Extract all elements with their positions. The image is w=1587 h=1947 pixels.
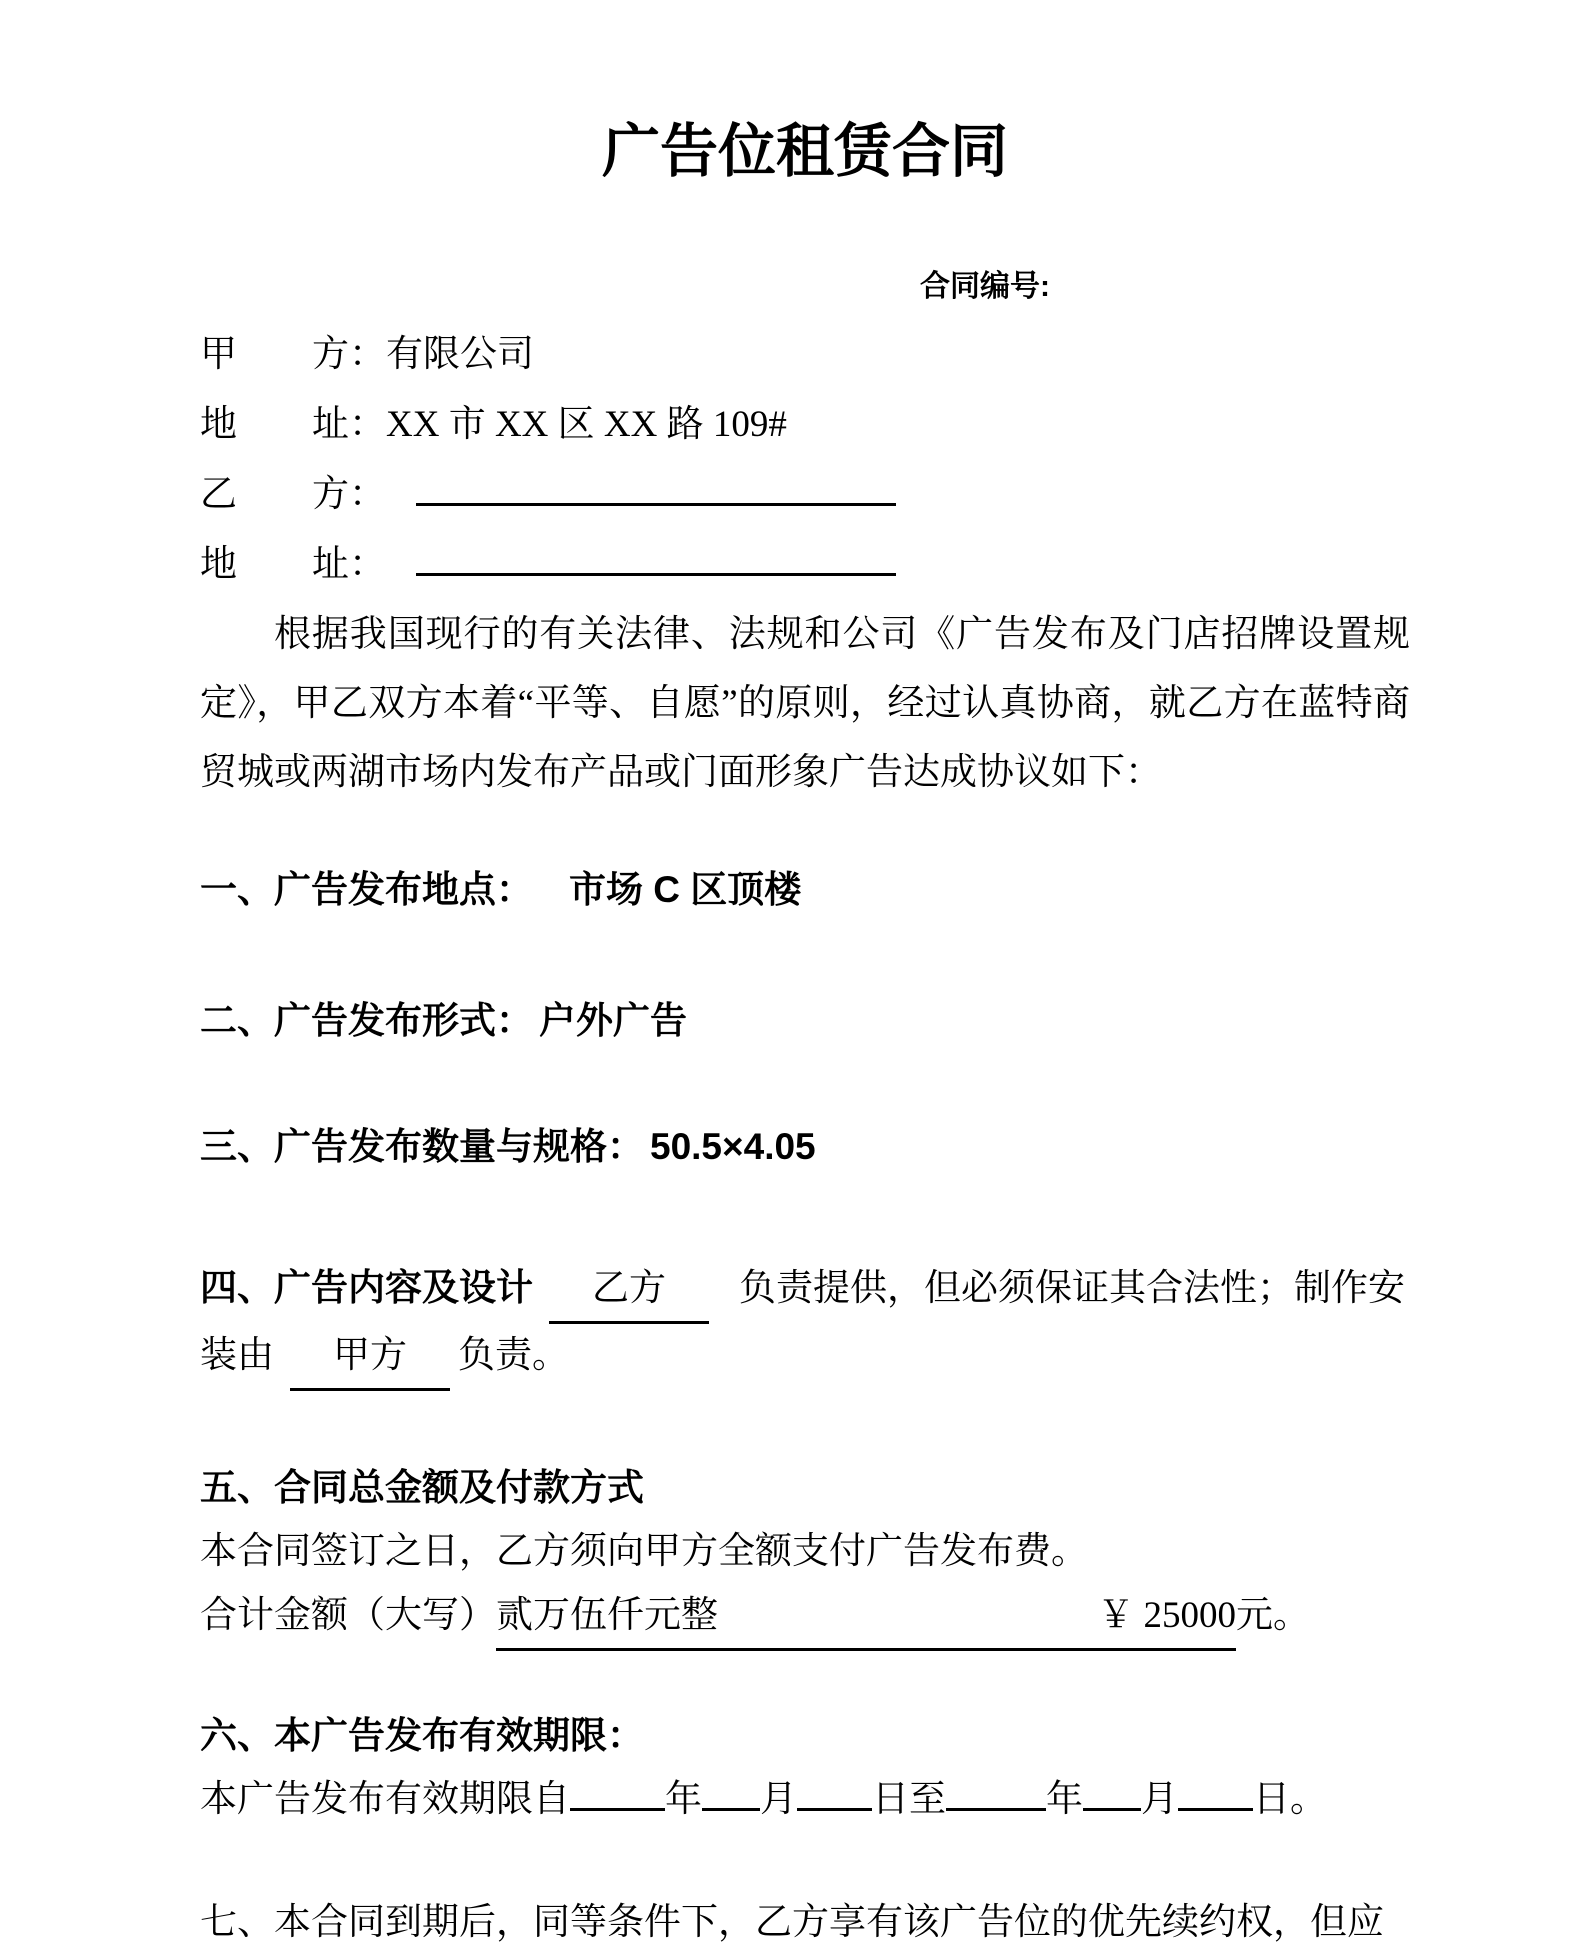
page-title: 广告位租赁合同 [601,119,1008,184]
section-6-heading: 六、本广告发布有效期限： [200,1715,644,1756]
section-5-amount-payment [200,1456,1410,1651]
end-day-label: 日。 [1253,1779,1327,1820]
address-a-value: XX 市 XX 区 XX 路 109# [386,404,787,445]
party-b-label: 乙 [200,474,237,515]
party-b-field: 方： [312,474,386,515]
party-a-value: 有限公司 [386,334,534,375]
end-month-blank [1083,1808,1141,1811]
address-b-blank-underline [416,573,896,576]
section-1-location [200,858,1410,923]
address-a-label: 地 [200,404,237,445]
section-3-value: 50.5×4.05 [650,1126,816,1167]
end-day-blank [1178,1808,1253,1811]
section-5-line2 [200,1584,1410,1651]
end-year-label: 年 [1046,1779,1083,1820]
section-4-blank-party-b: 乙方 [549,1257,709,1324]
start-day-blank [797,1808,872,1811]
start-day-to-label: 日至 [872,1779,946,1820]
contract-number-label: 合同编号: [920,270,1050,303]
section-7-renewal-right: 七、本合同到期后，同等条件下，乙方享有该广告位的优先续约权，但应 [200,1902,1384,1943]
section-3-heading: 三、广告发布数量与规格： [200,1126,644,1167]
section-1-heading: 一、广告发布地点： [200,869,533,910]
address-b-field: 址： [312,544,386,585]
section-6-validity-period [200,1704,1410,1832]
section-1-value: 市场 C 区顶楼 [569,869,802,910]
section-5-heading: 五、合同总金额及付款方式 [200,1467,644,1508]
date-line-prefix: 本广告发布有效期限自 [200,1779,570,1820]
start-year-label: 年 [665,1779,702,1820]
party-b-row [200,460,1410,530]
section-4-middle-text: 负责提供，但必须保证其合法性；制作安装由 [200,1268,1405,1376]
start-month-label: 月 [760,1779,797,1820]
section-2-heading: 二、广告发布形式： [200,1000,533,1041]
end-year-blank [946,1808,1046,1811]
section-4-heading: 四、广告内容及设计 [200,1267,533,1308]
address-b-label: 地 [200,544,237,585]
amount-words-label: 合计金额（大写） [200,1595,496,1636]
amount-unit: 元。 [1236,1595,1310,1636]
party-b-blank-underline [416,503,896,506]
party-a-label: 甲 [200,334,237,375]
section-3-quantity-spec [200,1115,1410,1180]
section-4-blank-party-a: 甲方 [290,1324,450,1391]
amount-numeric: ￥ 25000 [1097,1595,1236,1636]
amount-in-words: 贰万伍仟元整 [496,1595,718,1636]
section-4-content-design [200,1256,1410,1391]
section-2-value: 户外广告 [539,1000,687,1041]
amount-blank-underline [496,1584,1236,1651]
section-4-tail-text: 负责。 [458,1335,569,1376]
parties-block [200,320,1410,600]
section-2-format [200,989,1410,1054]
address-a-field: 址： [312,404,386,445]
party-a-field: 方： [312,334,386,375]
end-month-label: 月 [1141,1779,1178,1820]
section-5-line1: 本合同签订之日，乙方须向甲方全额支付广告发布费。 [200,1531,1088,1572]
party-a-row [200,320,1410,390]
start-year-blank [570,1808,665,1811]
address-a-row [200,390,1410,460]
preamble-paragraph: 根据我国现行的有关法律、法规和公司《广告发布及门店招牌设置规定》，甲乙双方本着“平等、自愿”的原则，经过认真协商，就乙方在蓝特商贸城或两湖市场内发布产品或门面形象广告达成协议如下： [200,614,1410,793]
address-b-row [200,530,1410,600]
start-month-blank [702,1808,760,1811]
section-6-date-line [200,1768,1410,1832]
